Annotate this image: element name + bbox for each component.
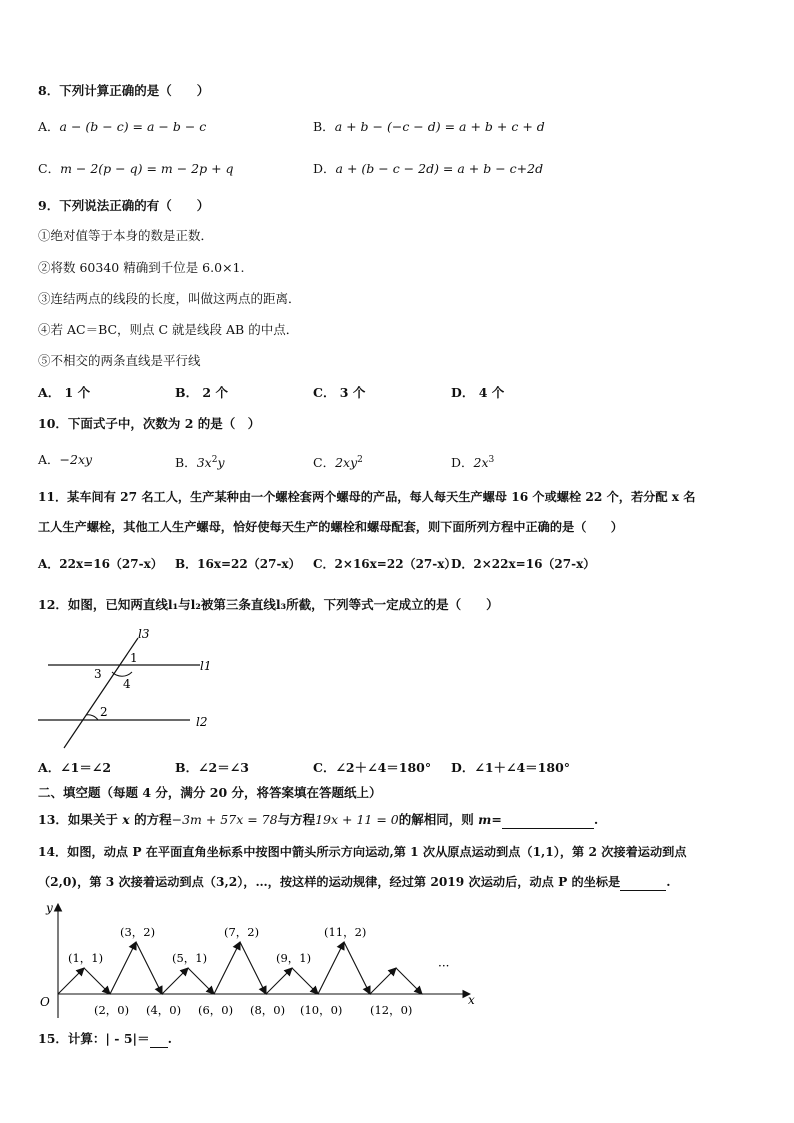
point-label-7-2: (7，2)	[224, 925, 260, 939]
section-title: 二、填空题（每题 4 分，满分 20 分，将答案填在答题纸上）	[38, 785, 382, 800]
move-11	[318, 942, 344, 994]
point-label-10-0: (10，0)	[300, 1003, 343, 1017]
label-angle-2: 2	[100, 705, 108, 719]
q13-answer-blank	[502, 828, 594, 829]
q11-option-d: D．2×22x=16（27-x）	[451, 557, 596, 571]
q9-option-a: A． 1 个	[38, 385, 91, 400]
q11-stem-line2: 工人生产螺栓，其他工人生产螺母，恰好使每天生产的螺栓和螺母配套，则下面所列方程中正确的是（ ）	[38, 520, 623, 534]
angle-arc-2	[86, 715, 98, 720]
q9-stem: 9．下列说法正确的有（ ）	[38, 198, 210, 213]
q12-figure	[30, 620, 230, 755]
q14-figure	[30, 898, 490, 1028]
q14-line2: （2,0)，第 3 次接着运动到点（3,2），…，按这样的运动规律，经过第 2019 次运动后，动点 P 的坐标是 .	[38, 875, 671, 889]
point-label-11-2: (11，2)	[324, 925, 367, 939]
label-l1: l1	[200, 659, 212, 673]
label-l3: l3	[138, 627, 150, 641]
q8-option-a: A．a − (b − c) = a − b − c	[38, 119, 207, 134]
point-label-4-0: (4，0)	[146, 1003, 182, 1017]
move-6	[188, 968, 214, 994]
q9-option-b: B． 2 个	[175, 385, 228, 400]
q8-option-b: B．a + b − (−c − d) = a + b + c + d	[313, 119, 545, 134]
continuation-dots: ···	[438, 959, 450, 973]
origin-label: O	[40, 995, 50, 1009]
q11-stem-line1: 11．某车间有 27 名工人，生产某种由一个螺栓套两个螺母的产品，每人每天生产螺母 16 个或螺栓 22 个，若分配 x 名	[38, 490, 696, 504]
q9-statement-4: ④若 AC＝BC，则点 C 就是线段 AB 的中点．	[38, 322, 299, 337]
q13-line: 13．如果关于 x 的方程−3m + 57x = 78与方程19x + 11 = 0的解相同，则 m= .	[38, 812, 599, 827]
line-l3	[64, 638, 138, 748]
move-8	[240, 942, 266, 994]
q11-option-a: A．22x=16（27-x）	[38, 557, 163, 571]
move-12	[344, 942, 370, 994]
q15-answer-blank	[150, 1047, 168, 1048]
q14-answer-blank	[620, 890, 666, 891]
move-14	[396, 968, 422, 994]
label-angle-3: 3	[94, 667, 102, 681]
q9-option-d: D． 4 个	[451, 385, 505, 400]
q12-option-b: B．∠2＝∠3	[175, 760, 249, 775]
point-label-9-1: (9，1)	[276, 951, 312, 965]
q10-option-a: A．−2xy	[38, 452, 93, 467]
q8-option-d: D．a + (b − c − 2d) = a + b − c+2d	[313, 161, 544, 176]
q9-statement-2: ②将数 60340 精确到千位是 6.0×1.	[38, 260, 245, 275]
point-label-5-1: (5，1)	[172, 951, 208, 965]
move-7	[214, 942, 240, 994]
q8-stem: 8．下列计算正确的是（ ）	[38, 83, 210, 98]
label-l2: l2	[196, 715, 208, 729]
q8-option-c: C．m − 2(p − q) = m − 2p + q	[38, 161, 234, 176]
q9-statement-1: ①绝对值等于本身的数是正数．	[38, 228, 214, 243]
move-1	[58, 968, 84, 994]
q10-stem: 10．下面式子中，次数为 2 的是（ ）	[38, 416, 261, 431]
label-angle-4: 4	[123, 677, 131, 691]
move-10	[292, 968, 318, 994]
q12-option-a: A．∠1＝∠2	[38, 760, 112, 775]
y-axis-label: y	[46, 901, 53, 915]
point-label-8-0: (8，0)	[250, 1003, 286, 1017]
q11-option-b: B．16x=22（27-x）	[175, 557, 301, 571]
move-3	[110, 942, 136, 994]
move-9	[266, 968, 292, 994]
move-2	[84, 968, 110, 994]
q10-option-b: B．$3x^2y$	[175, 455, 225, 471]
q12-option-d: D．∠1＋∠4＝180°	[451, 760, 571, 775]
label-angle-1: 1	[130, 651, 138, 665]
q11-option-c: C．2×16x=22（27-x）	[313, 557, 457, 571]
move-13	[370, 968, 396, 994]
point-label-1-1: (1，1)	[68, 951, 104, 965]
q9-option-c: C． 3 个	[313, 385, 366, 400]
q10-option-d: D．$2x^3$	[451, 455, 495, 471]
move-5	[162, 968, 188, 994]
q9-statement-5: ⑤不相交的两条直线是平行线	[38, 353, 201, 368]
q15-line: 15．计算：| - 5|＝ .	[38, 1031, 172, 1046]
move-4	[136, 942, 162, 994]
q10-option-c: C．$2xy^2$	[313, 455, 363, 471]
q12-option-c: C．∠2＋∠4＝180°	[313, 760, 432, 775]
point-label-6-0: (6，0)	[198, 1003, 234, 1017]
point-label-12-0: (12，0)	[370, 1003, 413, 1017]
point-label-2-0: (2，0)	[94, 1003, 130, 1017]
q9-statement-3: ③连结两点的线段的长度，叫做这两点的距离．	[38, 291, 301, 306]
point-label-3-2: (3，2)	[120, 925, 156, 939]
x-axis-label: x	[468, 993, 475, 1007]
q14-line1: 14．如图，动点 P 在平面直角坐标系中按图中箭头所示方向运动,第 1 次从原点运动到点（1,1），第 2 次接着运动到点	[38, 845, 687, 859]
q12-stem: 12．如图，已知两直线l₁与l₂被第三条直线l₃所截，下列等式一定成立的是（ ）	[38, 597, 499, 612]
